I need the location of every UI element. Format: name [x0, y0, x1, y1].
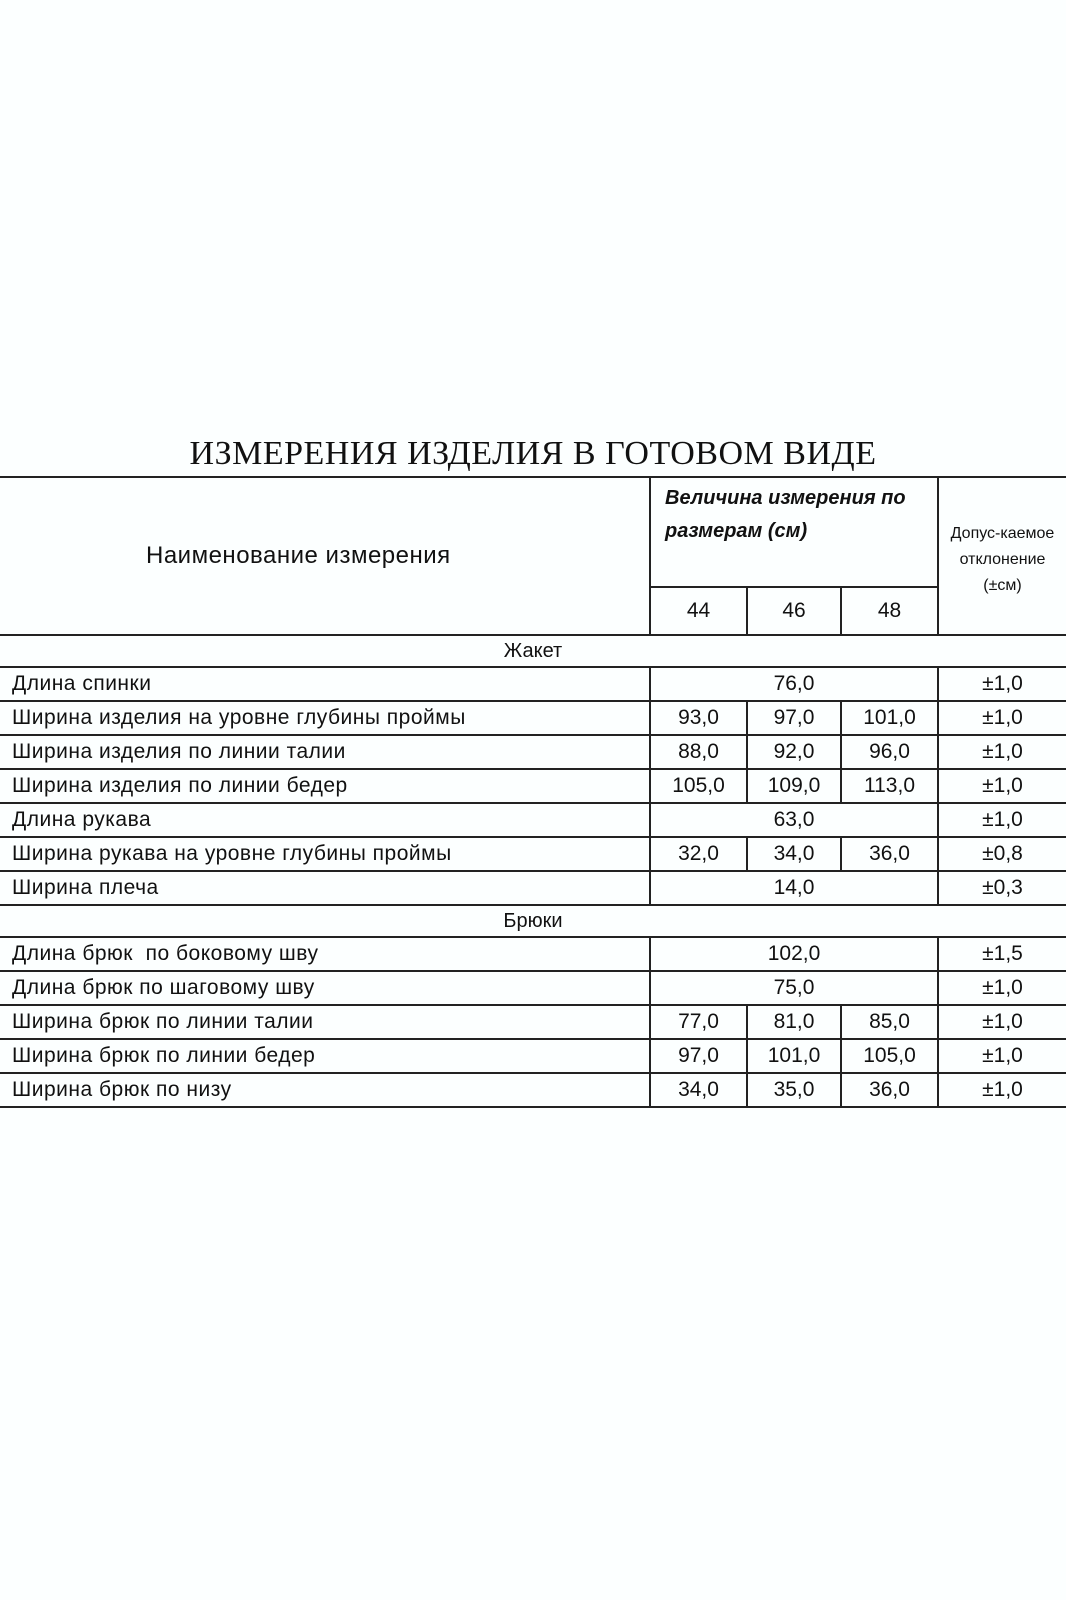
tolerance-value: ±1,0: [938, 1039, 1066, 1073]
tolerance-value: ±1,0: [938, 803, 1066, 837]
table-row: [0, 803, 1066, 837]
header-tolerance: Допус-каемое отклонение (±см): [938, 477, 1066, 635]
table-row: [0, 1073, 1066, 1107]
tolerance-value: ±1,0: [938, 701, 1066, 735]
measurement-value-48: 113,0: [841, 769, 938, 803]
measurement-value: 63,0: [650, 803, 938, 837]
measurement-value-48: 85,0: [841, 1005, 938, 1039]
measurement-name: Ширина брюк по низу: [0, 1073, 650, 1107]
measurement-table: [0, 476, 1066, 1108]
tolerance-value: ±1,0: [938, 667, 1066, 701]
measurement-name: Ширина изделия на уровне глубины проймы: [0, 701, 650, 735]
tolerance-value: ±1,5: [938, 937, 1066, 971]
measurement-value-46: 97,0: [747, 701, 841, 735]
measurement-value: 76,0: [650, 667, 938, 701]
header-measurement-name: Наименование измерения: [0, 477, 650, 635]
measurement-value-46: 101,0: [747, 1039, 841, 1073]
table-row: [0, 971, 1066, 1005]
measurement-value-46: 109,0: [747, 769, 841, 803]
measurement-name: Ширина брюк по линии талии: [0, 1005, 650, 1039]
tolerance-value: ±1,0: [938, 735, 1066, 769]
measurement-name: Ширина брюк по линии бедер: [0, 1039, 650, 1073]
measurement-name: Длина рукава: [0, 803, 650, 837]
section-label: Брюки: [0, 905, 1066, 937]
table-row: [0, 735, 1066, 769]
measurement-value-48: 105,0: [841, 1039, 938, 1073]
section-row-trousers: [0, 905, 1066, 937]
table-row: [0, 1039, 1066, 1073]
measurement-name: Ширина изделия по линии бедер: [0, 769, 650, 803]
measurement-name: Ширина плеча: [0, 871, 650, 905]
measurement-value-44: 34,0: [650, 1073, 747, 1107]
measurement-name: Ширина изделия по линии талии: [0, 735, 650, 769]
header-size-values: Величина измерения по размерам (см): [650, 477, 938, 587]
measurement-name: Длина брюк по шаговому шву: [0, 971, 650, 1005]
measurement-value-46: 35,0: [747, 1073, 841, 1107]
tolerance-value: ±1,0: [938, 1073, 1066, 1107]
measurement-value: 75,0: [650, 971, 938, 1005]
tolerance-value: ±1,0: [938, 769, 1066, 803]
measurement-value-44: 93,0: [650, 701, 747, 735]
tolerance-value: ±0,8: [938, 837, 1066, 871]
measurement-name: Ширина рукава на уровне глубины проймы: [0, 837, 650, 871]
section-label: Жакет: [0, 635, 1066, 667]
table-row: [0, 701, 1066, 735]
table-row: [0, 871, 1066, 905]
measurement-value-48: 101,0: [841, 701, 938, 735]
measurement-value-46: 81,0: [747, 1005, 841, 1039]
tolerance-value: ±1,0: [938, 971, 1066, 1005]
table-row: [0, 1005, 1066, 1039]
section-row-jacket: [0, 635, 1066, 667]
measurement-value: 14,0: [650, 871, 938, 905]
measurement-name: Длина брюк по боковому шву: [0, 937, 650, 971]
tolerance-value: ±1,0: [938, 1005, 1066, 1039]
header-size-44: 44: [650, 587, 747, 635]
measurement-value-48: 36,0: [841, 837, 938, 871]
measurement-value-44: 32,0: [650, 837, 747, 871]
header-size-48: 48: [841, 587, 938, 635]
measurement-value-44: 88,0: [650, 735, 747, 769]
header-size-46: 46: [747, 587, 841, 635]
measurement-value-46: 92,0: [747, 735, 841, 769]
table-row: [0, 837, 1066, 871]
measurement-value-44: 97,0: [650, 1039, 747, 1073]
measurement-value-48: 36,0: [841, 1073, 938, 1107]
document-title: ИЗМЕРЕНИЯ ИЗДЕЛИЯ В ГОТОВОМ ВИДЕ: [189, 435, 877, 472]
table-row: [0, 937, 1066, 971]
measurement-value-44: 105,0: [650, 769, 747, 803]
measurement-value-44: 77,0: [650, 1005, 747, 1039]
table-row: [0, 769, 1066, 803]
measurement-value: 102,0: [650, 937, 938, 971]
measurement-value-48: 96,0: [841, 735, 938, 769]
tolerance-value: ±0,3: [938, 871, 1066, 905]
measurement-value-46: 34,0: [747, 837, 841, 871]
measurement-name: Длина спинки: [0, 667, 650, 701]
table-row: [0, 667, 1066, 701]
